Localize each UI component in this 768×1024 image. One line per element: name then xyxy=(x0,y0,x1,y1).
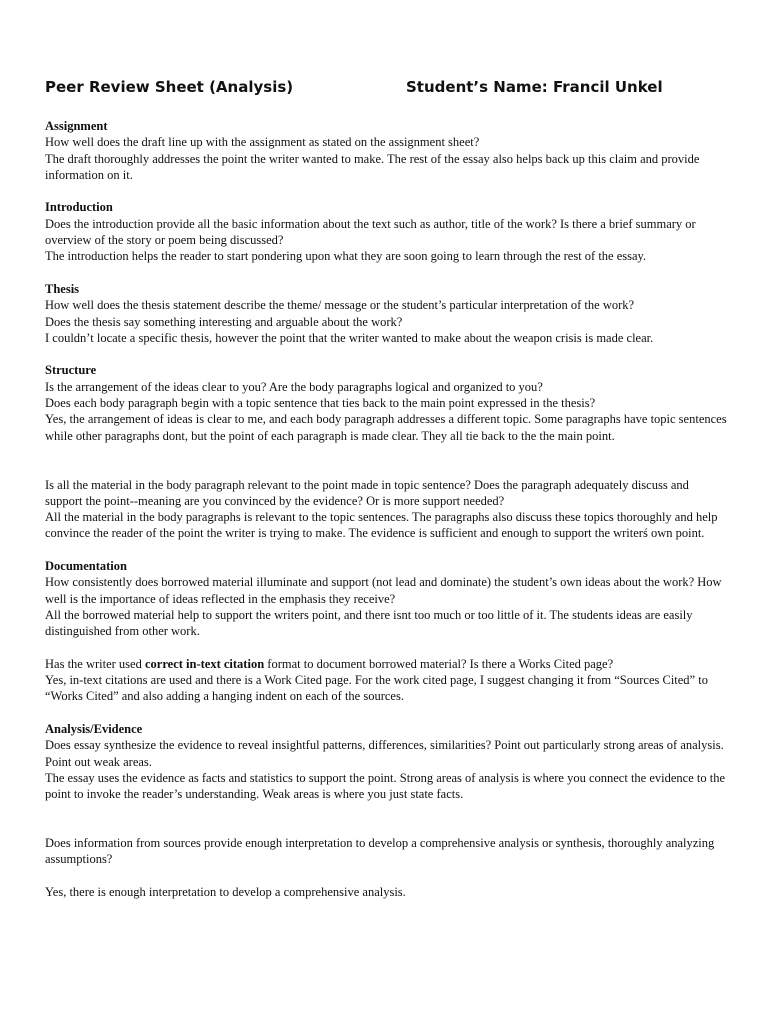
assignment-answer: The draft thoroughly addresses the point the writer wanted to make. The rest of the essay also helps back up this claim and provide information on it. xyxy=(45,151,700,182)
structure-question-2: Does each body paragraph begin with a topic sentence that ties back to the main point expressed in the thesis? xyxy=(45,396,596,411)
documentation-answer-1: All the borrowed material help to support the writers point, and there isnt too much or too little of it. The students ideas are easily distinguished from other work. xyxy=(45,607,693,639)
spacer xyxy=(45,542,729,558)
documentation-heading: Documentation xyxy=(45,559,127,574)
page-header xyxy=(45,78,735,100)
assignment-question: How well does the draft line up with the assignment as stated on the assignment sheet? xyxy=(45,135,480,150)
spacer xyxy=(45,265,729,281)
review-content xyxy=(45,118,729,900)
student-name: Student’s Name: Francil Unkel xyxy=(406,78,663,96)
spacer xyxy=(45,444,729,477)
page-title: Peer Review Sheet (Analysis) xyxy=(45,78,294,96)
thesis-heading: Thesis xyxy=(45,281,80,296)
structure-heading: Structure xyxy=(45,363,97,378)
spacer xyxy=(45,640,729,656)
analysis-answer-1: The essay uses the evidence as facts and statistics to support the point. Strong areas of analysis is where you connect the evidence to the point to invoke the reader’s understanding. Weak areas is where you just state facts. xyxy=(45,770,726,802)
introduction-answer: The introduction helps the reader to start pondering upon what they are soon going to learn through the rest of the essay. xyxy=(45,249,647,264)
spacer xyxy=(45,705,729,721)
assignment-heading: Assignment xyxy=(45,119,108,133)
documentation-question-2-bold: correct in-text citation xyxy=(144,656,265,671)
analysis-question-2: Does information from sources provide enough interpretation to develop a comprehensive analysis or synthesis, thoroughly analyzing assumptions? xyxy=(45,836,715,867)
thesis-answer: I couldn’t locate a specific thesis, however the point that the writer wanted to make about the weapon crisis is made clear. xyxy=(45,330,654,345)
structure-answer-2: All the material in the body paragraphs is relevant to the topic sentences. The paragraphs also discuss these topics thoroughly and help convince the reader of the point the writer is trying to make. The evidence is sufficient and enough to support the writerś own point. xyxy=(45,510,718,541)
analysis-question-1: Does essay synthesize the evidence to reveal insightful patterns, differences, similarities? Point out particularly strong areas of analysis. Point out weak areas. xyxy=(45,738,724,769)
structure-answer-1: Yes, the arrangement of ideas is clear to me, and each body paragraph addresses a different topic. Some paragraphs have topic sentences while other paragraphs dont, but the point of each paragraph is made clear. They all tie back to the the main point. xyxy=(45,412,727,443)
spacer xyxy=(45,183,729,199)
analysis-answer-2: Yes, there is enough interpretation to develop a comprehensive analysis. xyxy=(45,884,406,899)
thesis-question-1: How well does the thesis statement describe the theme/ message or the student’s particular interpretation of the work? xyxy=(45,298,635,313)
documentation-question-1: How consistently does borrowed material illuminate and support (not lead and dominate) the student’s own ideas about the work? How well is the importance of ideas reflected in the emphasis they receive? xyxy=(45,575,722,606)
spacer xyxy=(45,802,729,835)
spacer xyxy=(45,868,729,884)
introduction-heading: Introduction xyxy=(45,200,113,215)
structure-question-3: Is all the material in the body paragraph relevant to the point made in topic sentence? Does the paragraph adequately discuss and support the point--meaning are you convinced by the evidence? Or is more support needed? xyxy=(45,477,689,508)
structure-question-1: Is the arrangement of the ideas clear to you? Are the body paragraphs logical and organized to you? xyxy=(45,379,543,394)
documentation-question-2-pre: Has the writer used xyxy=(45,656,145,671)
documentation-question-2-post: format to document borrowed material? Is there a Works Cited page? xyxy=(264,656,614,671)
spacer xyxy=(45,346,729,362)
introduction-question: Does the introduction provide all the basic information about the text such as author, title of the work? Is there a brief summary or overview of the story or poem being discussed? xyxy=(45,216,696,248)
thesis-question-2: Does the thesis say something interesting and arguable about the work? xyxy=(45,314,403,329)
documentation-question-2 xyxy=(45,656,729,672)
documentation-answer-2: Yes, in-text citations are used and there is a Work Cited page. For the work cited page, I suggest changing it from “Sources Cited” to “Works Cited” and also adding a hanging indent on each of the sources. xyxy=(45,673,708,704)
analysis-heading: Analysis/Evidence xyxy=(45,721,143,736)
